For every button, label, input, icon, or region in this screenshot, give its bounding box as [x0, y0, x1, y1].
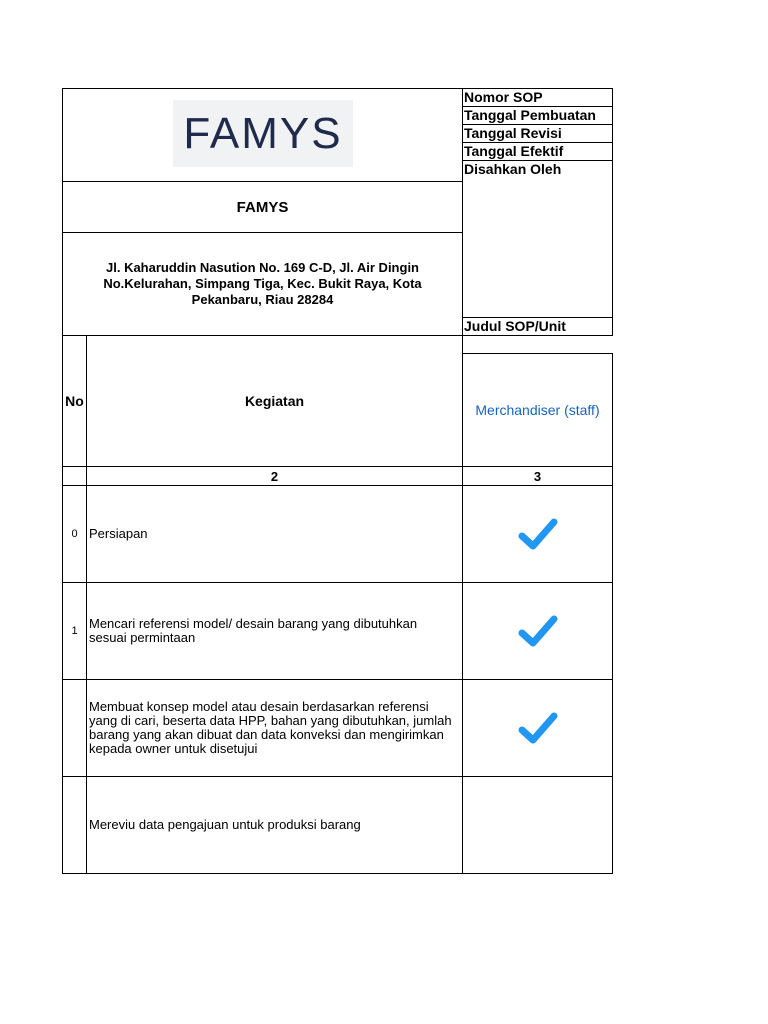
- meta-tanggal-efektif: [462, 142, 613, 161]
- meta-judul-sop: [462, 317, 613, 336]
- meta-tanggal-pembuatan: [462, 106, 613, 125]
- meta-tanggal-pembuatan-label: Tanggal Pembuatan: [464, 107, 596, 123]
- table-row-number: [62, 582, 87, 680]
- row-number-text: 0: [71, 528, 78, 540]
- number-row-text-2: 2: [270, 468, 279, 484]
- table-row-check-cell: [462, 485, 613, 583]
- table-row-number: [62, 679, 87, 777]
- column-header-kegiatan-text: Kegiatan: [244, 393, 305, 409]
- row-activity-text: Membuat konsep model atau desain berdasarkan referensi yang di cari, beserta data HPP, bahan yang dibutuhkan, jumlah barang yang akan dibuat dan data konveksi dan mengirimkan kepada owner untuk disetujui: [89, 699, 452, 756]
- company-name-text: FAMYS: [236, 198, 289, 216]
- row-activity-text: Persiapan: [89, 526, 148, 541]
- table-row-activity: [86, 776, 463, 874]
- table-row-number: [62, 485, 87, 583]
- meta-judul-sop-label: Judul SOP/Unit: [464, 318, 566, 334]
- number-row-cell-2: [86, 466, 463, 486]
- meta-tanggal-revisi-label: Tanggal Revisi: [464, 125, 562, 141]
- table-row-activity: [86, 485, 463, 583]
- check-icon: [518, 516, 558, 552]
- number-row-cell-3: [462, 466, 613, 486]
- check-icon: [518, 710, 558, 746]
- table-row-number: [62, 776, 87, 874]
- meta-nomor-sop: [462, 88, 613, 107]
- number-row-cell-1: [62, 466, 87, 486]
- company-name: [62, 181, 463, 233]
- table-row-check-cell: [462, 776, 613, 874]
- number-row-text-3: 3: [533, 468, 542, 484]
- table-row-check-cell: [462, 582, 613, 680]
- meta-disahkan-oleh-label: Disahkan Oleh: [464, 161, 562, 177]
- table-row-check-cell: [462, 679, 613, 777]
- row-activity-text: Mencari referensi model/ desain barang yang dibutuhkan sesuai permintaan: [89, 616, 418, 645]
- column-header-role-text: Merchandiser (staff): [475, 402, 600, 418]
- company-address: [62, 232, 463, 336]
- row-number-text: 1: [71, 625, 78, 637]
- table-row-activity: [86, 679, 463, 777]
- row-activity-text: Mereviu data pengajuan untuk produksi barang: [89, 817, 361, 832]
- company-address-text: Jl. Kaharuddin Nasution No. 169 C-D, Jl. Air Dingin No.Kelurahan, Simpang Tiga, Kec. Bukit Raya, Kota Pekanbaru, Riau 28284: [103, 260, 422, 307]
- column-header-no-text: No: [65, 393, 84, 409]
- check-icon: [518, 613, 558, 649]
- logo-text: FAMYS: [183, 108, 343, 158]
- column-header-role: [462, 353, 613, 467]
- column-header-kegiatan: [86, 335, 463, 467]
- meta-disahkan-oleh: [462, 160, 613, 318]
- meta-tanggal-revisi: [462, 124, 613, 143]
- meta-tanggal-efektif-label: Tanggal Efektif: [464, 143, 564, 159]
- meta-nomor-sop-label: Nomor SOP: [464, 89, 543, 105]
- column-header-no: [62, 335, 87, 467]
- company-logo: [173, 100, 353, 167]
- table-row-activity: [86, 582, 463, 680]
